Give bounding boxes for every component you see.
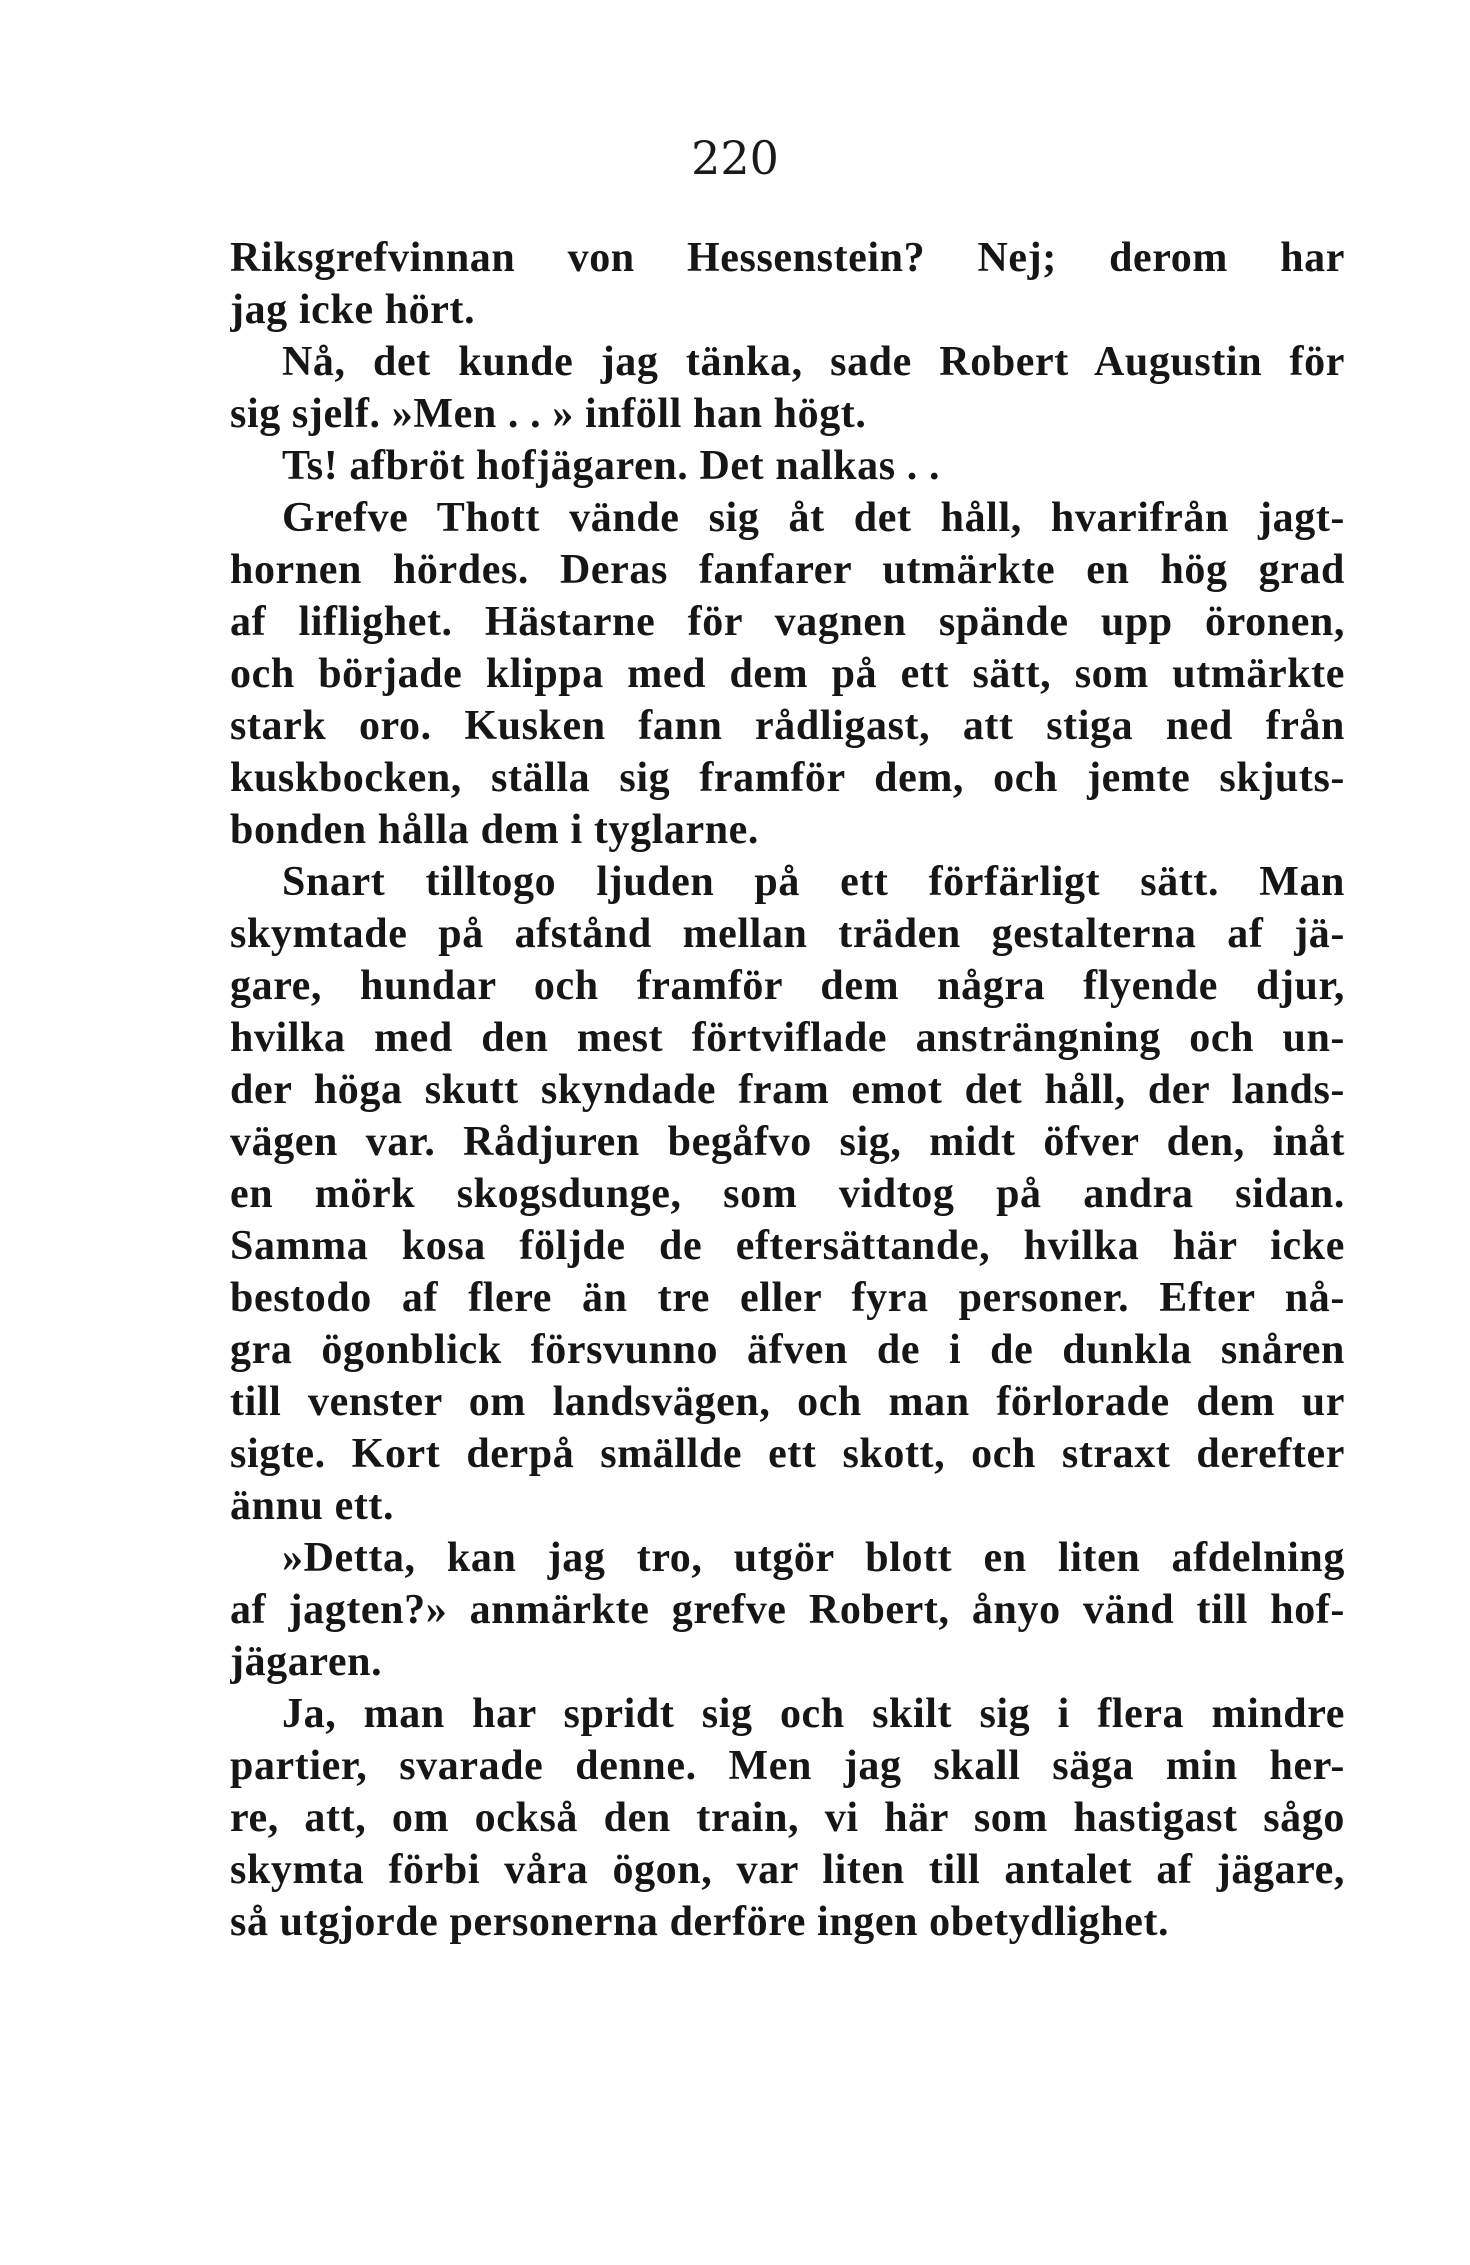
text-line: Ts! afbröt hofjägaren. Det nalkas . . xyxy=(282,443,941,489)
text-line: partier, svarade denne. Men jag skall säga min her- xyxy=(230,1743,1345,1789)
text-line: re, att, om också den train, vi här som hastigast sågo xyxy=(230,1795,1345,1841)
text-line: sigte. Kort derpå smällde ett skott, och straxt derefter xyxy=(230,1431,1345,1477)
text-line: kuskbocken, ställa sig framför dem, och jemte skjuts- xyxy=(230,755,1345,801)
text-line: Grefve Thott vände sig åt det håll, hvarifrån jagt- xyxy=(282,495,1345,541)
text-line: Samma kosa följde de eftersättande, hvilka här icke xyxy=(230,1223,1345,1269)
text-line: skymtade på afstånd mellan träden gestalterna af jä- xyxy=(230,911,1345,957)
text-line: en mörk skogsdunge, som vidtog på andra sidan. xyxy=(230,1171,1345,1217)
text-line: Ja, man har spridt sig och skilt sig i flera mindre xyxy=(282,1691,1345,1737)
text-line: hvilka med den mest förtviflade ansträngning och un- xyxy=(230,1015,1345,1061)
text-line: gra ögonblick försvunno äfven de i de dunkla snåren xyxy=(230,1327,1345,1373)
text-line: till venster om landsvägen, och man förlorade dem ur xyxy=(230,1379,1345,1425)
page-number: 220 xyxy=(691,131,779,185)
text-line: bonden hålla dem i tyglarne. xyxy=(230,807,760,853)
text-line: Snart tilltogo ljuden på ett förfärligt sätt. Man xyxy=(282,859,1345,905)
text-line: jag icke hört. xyxy=(230,287,476,333)
text-line: gare, hundar och framför dem några flyende djur, xyxy=(230,963,1345,1009)
body-text xyxy=(230,232,1345,1948)
text-line: stark oro. Kusken fann rådligast, att stiga ned från xyxy=(230,703,1345,749)
text-line: skymta förbi våra ögon, var liten till antalet af jägare, xyxy=(230,1847,1345,1893)
text-line: jägaren. xyxy=(230,1639,383,1685)
text-line: der höga skutt skyndade fram emot det håll, der lands- xyxy=(230,1067,1345,1113)
text-line: sig sjelf. »Men . . » inföll han högt. xyxy=(230,391,867,437)
text-line: och började klippa med dem på ett sätt, som utmärkte xyxy=(230,651,1345,697)
text-line: »Detta, kan jag tro, utgör blott en liten afdelning xyxy=(282,1535,1345,1581)
text-line: så utgjorde personerna derföre ingen obetydlighet. xyxy=(230,1899,1170,1945)
text-line: vägen var. Rådjuren begåfvo sig, midt öfver den, inåt xyxy=(230,1119,1345,1165)
text-line: ännu ett. xyxy=(230,1483,395,1529)
text-line: hornen hördes. Deras fanfarer utmärkte en hög grad xyxy=(230,547,1345,593)
text-line: bestodo af flere än tre eller fyra personer. Efter nå- xyxy=(230,1275,1345,1321)
text-line: af liflighet. Hästarne för vagnen spände upp öronen, xyxy=(230,599,1345,645)
text-line: af jagten?» anmärkte grefve Robert, ånyo vänd till hof- xyxy=(230,1587,1345,1633)
text-line: Riksgrefvinnan von Hessenstein? Nej; derom har xyxy=(230,235,1345,281)
text-line: Nå, det kunde jag tänka, sade Robert Augustin för xyxy=(282,339,1345,385)
